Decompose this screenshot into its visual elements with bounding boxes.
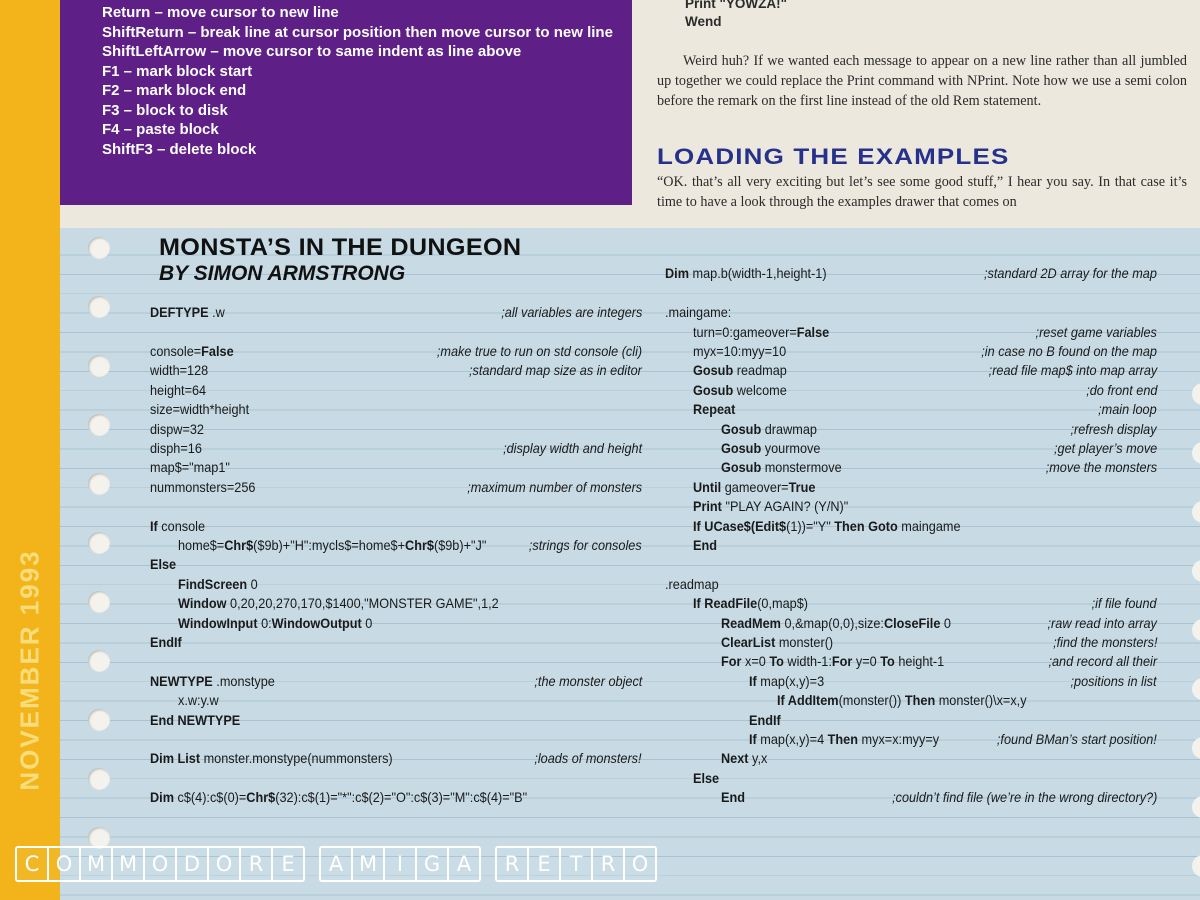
keyword: Dim List: [150, 751, 201, 767]
code-comment: ;display width and height: [502, 441, 642, 456]
keyword: End NEWTYPE: [150, 712, 241, 728]
keyword: True: [788, 479, 816, 495]
code-comment: ;in case no B found on the map: [981, 344, 1157, 359]
code-line: [749, 711, 1157, 730]
code-text: [178, 536, 486, 555]
keyword: If ReadFile: [693, 596, 758, 612]
keyword: Gosub: [721, 460, 762, 476]
binder-hole: [1192, 796, 1200, 818]
keyword: To: [880, 654, 895, 670]
code-text: [150, 381, 206, 400]
code-token: .w: [208, 305, 225, 321]
code-text: [693, 497, 848, 516]
code-line: [150, 420, 642, 439]
code-text: [721, 614, 951, 633]
binder-hole: [88, 591, 110, 613]
code-text: [150, 517, 205, 536]
keyword: Else: [150, 557, 177, 573]
code-line: [150, 361, 642, 380]
keyword: DEFTYPE: [150, 305, 209, 321]
code-text: [721, 458, 842, 477]
code-token: console=: [150, 344, 202, 359]
code-text: [693, 381, 787, 400]
watermark-word: C O M M O D O R E: [15, 846, 305, 882]
keyword: Window: [178, 596, 227, 612]
code-line: [721, 614, 1157, 633]
code-line: [150, 633, 642, 652]
code-text: [150, 672, 275, 691]
keyword: CloseFile: [883, 615, 941, 631]
code-token: 0: [247, 576, 258, 592]
code-line: [150, 788, 642, 807]
code-line: [150, 400, 642, 419]
code-line: [178, 575, 642, 594]
code-line: [693, 497, 1157, 516]
binder-hole: [1192, 737, 1200, 759]
code-token: x=0: [741, 654, 770, 670]
code-text: [777, 691, 1027, 710]
code-text: [150, 439, 202, 458]
watermark: [15, 846, 671, 882]
listing-byline: BY SIMON ARMSTRONG: [159, 262, 406, 285]
section-heading: LOADING THE EXAMPLES: [657, 144, 1010, 169]
keyword: If: [749, 732, 757, 747]
code-text: [721, 633, 833, 652]
code-token: monster(): [775, 635, 834, 650]
code-line: [721, 788, 1157, 807]
code-line: [150, 749, 642, 768]
keyword: Repeat: [693, 402, 736, 418]
code-line: [665, 264, 1157, 283]
code-line: [721, 633, 1157, 652]
code-text: [693, 400, 735, 419]
code-text: [693, 323, 829, 342]
code-line: [749, 672, 1157, 691]
code-comment: ;couldn’t find file (we’re in the wrong directory?): [891, 790, 1157, 806]
code-line: [721, 439, 1157, 458]
code-token: .monstype: [212, 673, 275, 689]
keyword: ReadMem: [721, 615, 781, 631]
code-token: (32):c$(1)="*":c$(2)="O":c$(3)="M":c$(4)="B": [275, 790, 528, 806]
code-line: [150, 711, 642, 730]
keyword: Gosub: [693, 363, 734, 379]
shortcut-item: F2 – mark block end: [102, 82, 247, 99]
binder-hole: [88, 532, 110, 554]
code-text: [150, 361, 208, 380]
keyword: If UCase$(Edit$: [693, 518, 787, 534]
keyword: Until: [693, 479, 722, 495]
code-comment: ;find the monsters!: [1052, 635, 1157, 650]
article-paragraph: “OK. that’s all very exciting but let’s see some good stuff,” I hear you say. In that case it’s time to have a look through the examples drawer that comes on: [657, 174, 1187, 210]
code-line: [721, 420, 1157, 439]
code-text: [693, 342, 786, 361]
code-text: [749, 672, 824, 691]
keyword: Next: [721, 751, 749, 767]
code-text: [721, 788, 745, 807]
code-line: [721, 652, 1157, 671]
code-token: maingame: [897, 518, 961, 534]
code-token: home$=: [178, 538, 225, 553]
keyword: For: [831, 654, 853, 670]
code-line: [693, 361, 1157, 380]
code-token: width=128: [150, 363, 209, 379]
binder-hole: [88, 237, 110, 259]
code-token: .readmap: [665, 576, 719, 592]
keyword: Gosub: [721, 421, 762, 437]
keyword: Dim: [150, 790, 174, 806]
code-token: dispw=32: [150, 421, 204, 437]
code-line: [150, 672, 642, 691]
code-token: y,x: [748, 751, 768, 767]
issue-date-label: NOVEMBER 1993: [14, 549, 45, 791]
shortcut-item: F4 – paste block: [102, 121, 219, 138]
code-text: [693, 769, 719, 788]
code-line: [693, 323, 1157, 342]
code-comment: ;maximum number of monsters: [467, 479, 642, 495]
code-text: [178, 594, 499, 613]
code-line: [693, 342, 1157, 361]
code-line: [150, 478, 642, 497]
code-text: [150, 749, 393, 768]
code-comment: ;do front end: [1085, 382, 1157, 398]
binder-hole: [1192, 383, 1200, 405]
article-paragraph: Weird huh? If we wanted each message to appear on a new line rather than all jumbled up together we could replace the Print command with NPrint. Note how we use a semi colon before the remark on the first line instead of the old Rem statement.: [657, 53, 1187, 109]
code-token: nummonsters=256: [150, 479, 256, 495]
code-text: [178, 614, 372, 633]
code-comment: ;positions in list: [1070, 673, 1157, 689]
code-comment: ;make true to run on std console (cli): [436, 344, 642, 359]
code-token: map.b(width-1,height-1): [688, 266, 827, 282]
code-line: [178, 614, 642, 633]
binder-hole: [88, 355, 110, 377]
code-token: myx=10:myy=10: [693, 344, 787, 359]
code-text: [693, 517, 961, 536]
keyword: If: [749, 673, 757, 689]
code-text: [749, 711, 781, 730]
shortcut-item: ShiftF3 – delete block: [102, 140, 257, 158]
keyword: Chr$: [246, 790, 276, 806]
keyword: WindowOutput: [271, 615, 362, 631]
code-text: [150, 458, 230, 477]
keyword: ClearList: [721, 635, 776, 650]
binder-hole: [88, 296, 110, 318]
code-text: [150, 342, 234, 361]
keyword: Then Goto: [834, 518, 898, 534]
code-text: [665, 575, 719, 594]
code-line: [777, 691, 1157, 710]
binder-hole: [88, 768, 110, 790]
code-text: [150, 303, 225, 322]
code-token: map(x,y)=4: [756, 732, 828, 747]
code-token: height-1: [894, 654, 945, 670]
code-line: [693, 478, 1157, 497]
code-token: ($9b)+"J": [433, 538, 487, 553]
code-token: gameover=: [721, 479, 789, 495]
code-text: [150, 420, 204, 439]
keyword: Gosub: [693, 382, 734, 398]
code-line: [665, 303, 1157, 322]
keyword: If: [150, 518, 158, 534]
code-line: [693, 594, 1157, 613]
code-token: ($9b)+"H":mycls$=home$+: [253, 538, 406, 553]
code-line: [693, 769, 1157, 788]
code-token: y=0: [852, 654, 881, 670]
code-text: [749, 730, 939, 749]
code-comment: ;read file map$ into map array: [988, 363, 1157, 379]
keyword: To: [769, 654, 784, 670]
shortcut-list: [60, 0, 632, 159]
code-token: .maingame:: [665, 305, 732, 321]
code-token: yourmove: [761, 441, 821, 456]
code-token: size=width*height: [150, 402, 250, 418]
watermark-word: R E T R O: [495, 846, 657, 882]
code-token: turn=0:gameover=: [693, 324, 797, 340]
keyword: FindScreen: [178, 576, 248, 592]
code-text: [150, 788, 527, 807]
binder-hole: [1192, 855, 1200, 877]
code-text: [693, 536, 717, 555]
code-token: monstermove: [761, 460, 842, 476]
keyword: Print: [693, 499, 722, 515]
code-comment: ;refresh display: [1070, 421, 1157, 437]
binder-hole: [1192, 501, 1200, 523]
code-comment: ;strings for consoles: [529, 538, 642, 553]
code-text: [150, 711, 240, 730]
code-line: [693, 517, 1157, 536]
keyword: Gosub: [721, 441, 762, 456]
code-line: [721, 458, 1157, 477]
code-token: 0: [361, 615, 373, 631]
keyword: Chr$: [405, 538, 434, 553]
code-comment: ;the monster object: [534, 673, 642, 689]
keyboard-shortcuts-box: [60, 0, 632, 205]
article-code-line: Wend: [685, 14, 722, 29]
keyword: False: [796, 324, 830, 340]
code-token: (0,map$): [757, 596, 808, 612]
code-token: (1))="Y": [786, 518, 835, 534]
binder-hole: [88, 650, 110, 672]
code-line: [749, 730, 1157, 749]
code-token: monster()\x=x,y: [935, 693, 1027, 709]
code-text: [721, 439, 820, 458]
code-text: [150, 400, 249, 419]
code-comment: ;main loop: [1098, 402, 1157, 418]
code-token: 0,20,20,270,170,$1400,"MONSTER GAME",1,2: [226, 596, 499, 612]
keyword: Then: [827, 732, 858, 747]
keyword: WindowInput: [178, 615, 258, 631]
code-line: [665, 575, 1157, 594]
code-comment: ;if file found: [1092, 596, 1157, 612]
watermark-word: A M I G A: [319, 846, 481, 882]
code-line: [150, 458, 642, 477]
binder-hole: [88, 414, 110, 436]
keyword: Then: [904, 693, 936, 709]
keyword: End: [693, 538, 717, 553]
binder-hole: [1192, 442, 1200, 464]
code-token: myx=x:myy=y: [857, 732, 940, 747]
code-token: console: [157, 518, 206, 534]
code-line: [150, 517, 642, 536]
code-text: [721, 420, 817, 439]
code-text: [721, 749, 767, 768]
code-line: [150, 381, 642, 400]
shortcut-item: ShiftReturn – break line at cursor position then move cursor to new line: [102, 23, 613, 41]
code-text: [721, 652, 944, 671]
code-token: drawmap: [761, 421, 817, 437]
code-token: width-1:: [783, 654, 832, 670]
code-token: 0,&map(0,0),size:: [780, 615, 884, 631]
code-line: [721, 749, 1157, 768]
binder-hole: [1192, 619, 1200, 641]
code-text: [693, 361, 787, 380]
code-line: [693, 536, 1157, 555]
code-token: welcome: [733, 382, 787, 398]
listing-title: MONSTA’S IN THE DUNGEON: [159, 234, 522, 261]
keyword: NEWTYPE: [150, 673, 213, 689]
keyword: EndIf: [150, 635, 182, 650]
keyword: Dim: [665, 266, 689, 282]
shortcut-item: ShiftLeftArrow – move cursor to same indent as line above: [102, 43, 522, 60]
code-comment: ;all variables are integers: [500, 305, 642, 321]
code-line: [178, 536, 642, 555]
code-text: [178, 691, 219, 710]
binder-hole: [88, 709, 110, 731]
code-comment: ;reset game variables: [1035, 324, 1157, 340]
code-line: [178, 594, 642, 613]
code-comment: ;loads of monsters!: [534, 751, 642, 767]
code-comment: ;standard 2D array for the map: [984, 266, 1157, 282]
code-token: "PLAY AGAIN? (Y/N)": [721, 499, 849, 515]
code-listing-panel: [60, 228, 1200, 900]
keyword: For: [721, 654, 742, 670]
code-token: x.w:y.w: [178, 693, 219, 709]
code-token: 0:: [257, 615, 272, 631]
code-line: [693, 400, 1157, 419]
code-token: monster.monstype(nummonsters): [200, 751, 393, 767]
code-token: readmap: [733, 363, 787, 379]
code-text: [665, 264, 827, 283]
shortcut-item: F3 – block to disk: [102, 101, 228, 119]
code-comment: ;standard map size as in editor: [469, 363, 642, 379]
code-line: [150, 342, 642, 361]
code-comment: ;found BMan’s start position!: [997, 732, 1157, 747]
keyword: Chr$: [224, 538, 254, 553]
yellow-margin: [0, 0, 60, 900]
shortcut-item: Return – move cursor to new line: [102, 4, 339, 21]
keyword: Else: [693, 770, 720, 786]
code-comment: ;get player’s move: [1053, 441, 1157, 456]
code-text: [150, 478, 255, 497]
keyword: If AddItem: [777, 693, 839, 709]
code-line: [150, 555, 642, 574]
shortcut-item: F1 – mark block start: [102, 62, 253, 80]
code-token: height=64: [150, 382, 207, 398]
code-line: [693, 381, 1157, 400]
code-line: [150, 303, 642, 322]
code-text: [150, 555, 176, 574]
code-token: map(x,y)=3: [756, 673, 825, 689]
article-code-line: Print "YOWZA!": [685, 0, 788, 11]
code-text: [150, 633, 182, 652]
binder-hole: [1192, 560, 1200, 582]
code-line: [150, 439, 642, 458]
code-text: [178, 575, 258, 594]
code-token: c$(4):c$(0)=: [173, 790, 247, 806]
keyword: End: [721, 790, 745, 806]
code-token: (monster()): [838, 693, 905, 709]
code-token: map$="map1": [150, 460, 230, 476]
code-comment: ;move the monsters: [1045, 460, 1157, 476]
code-text: [693, 478, 815, 497]
code-line: [178, 691, 642, 710]
keyword: False: [201, 344, 234, 359]
binder-hole: [1192, 678, 1200, 700]
code-text: [665, 303, 731, 322]
keyword: EndIf: [749, 712, 781, 728]
binder-hole: [88, 473, 110, 495]
code-text: [693, 594, 808, 613]
code-comment: ;raw read into array: [1047, 615, 1157, 631]
code-comment: ;and record all their: [1048, 654, 1157, 670]
code-token: disph=16: [150, 441, 202, 456]
code-token: 0: [940, 615, 951, 631]
